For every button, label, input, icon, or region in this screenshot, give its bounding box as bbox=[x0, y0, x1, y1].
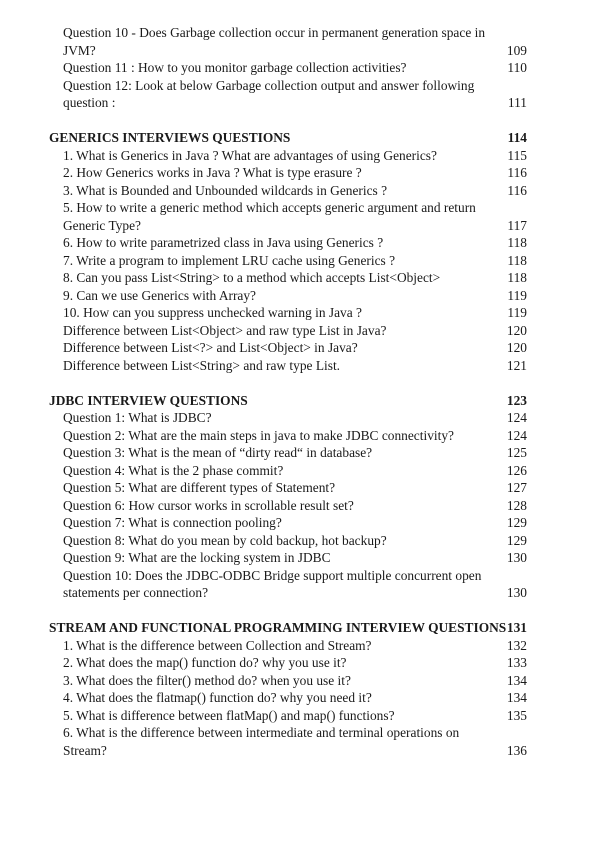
section-title: STREAM AND FUNCTIONAL PROGRAMMING INTERVIEW QUESTIONS bbox=[49, 620, 507, 635]
toc-section bbox=[49, 392, 527, 602]
entry-page-number: 129 bbox=[506, 532, 527, 548]
entry-text: Difference between List<String> and raw type List. bbox=[63, 357, 341, 373]
toc-entry[interactable] bbox=[49, 427, 527, 445]
entry-page-number: 130 bbox=[506, 585, 527, 600]
entry-text: statements per connection? bbox=[63, 585, 209, 600]
entry-text: 7. Write a program to implement LRU cache using Generics ? bbox=[63, 252, 396, 268]
toc-section bbox=[49, 24, 527, 112]
entry-text: Question 5: What are different types of Statement? bbox=[63, 480, 336, 495]
toc-entry[interactable] bbox=[49, 479, 527, 497]
toc-entry[interactable] bbox=[49, 287, 527, 305]
toc-entry[interactable] bbox=[49, 707, 527, 725]
entry-text: 3. What is Bounded and Unbounded wildcards in Generics ? bbox=[63, 182, 388, 198]
entry-text: Question 9: What are the locking system in JDBC bbox=[63, 550, 331, 565]
toc-entry[interactable] bbox=[49, 462, 527, 480]
section-page-number: 114 bbox=[507, 130, 527, 145]
entry-text: Question 6: How cursor works in scrollable result set? bbox=[63, 497, 354, 513]
entry-page-number: 128 bbox=[506, 497, 527, 513]
table-of-contents bbox=[49, 24, 527, 759]
toc-entry[interactable] bbox=[49, 497, 527, 515]
entry-text: Question 10: Does the JDBC-ODBC Bridge support multiple concurrent open bbox=[63, 567, 482, 583]
entry-text: Question 4: What is the 2 phase commit? bbox=[63, 462, 284, 478]
section-page-number: 123 bbox=[506, 392, 527, 408]
toc-entry[interactable] bbox=[49, 147, 527, 165]
toc-entry[interactable] bbox=[49, 339, 527, 357]
entry-page-number: 132 bbox=[506, 637, 527, 653]
section-heading[interactable] bbox=[49, 619, 527, 637]
toc-entry[interactable] bbox=[49, 164, 527, 182]
entry-text: 1. What is the difference between Collection and Stream? bbox=[63, 637, 372, 653]
toc-entry[interactable] bbox=[49, 269, 527, 287]
toc-entry[interactable] bbox=[49, 182, 527, 200]
entry-page-number: 109 bbox=[506, 42, 527, 58]
entry-text: JVM? bbox=[63, 42, 96, 58]
entry-text: question : bbox=[63, 95, 116, 110]
entry-text: 9. Can we use Generics with Array? bbox=[63, 287, 256, 303]
entry-page-number: 117 bbox=[507, 217, 527, 233]
entry-text: Question 3: What is the mean of “dirty read“ in database? bbox=[63, 445, 373, 460]
toc-entry[interactable] bbox=[49, 234, 527, 252]
entry-page-number: 119 bbox=[507, 305, 527, 320]
entry-text: Stream? bbox=[63, 742, 107, 758]
entry-page-number: 126 bbox=[506, 462, 527, 478]
entry-text: Question 7: What is connection pooling? bbox=[63, 515, 282, 530]
entry-text: 2. What does the map() function do? why you use it? bbox=[63, 655, 347, 670]
toc-section bbox=[49, 619, 527, 759]
toc-entry[interactable] bbox=[49, 252, 527, 270]
entry-text: Question 11 : How to you monitor garbage collection activities? bbox=[63, 60, 407, 75]
entry-page-number: 121 bbox=[506, 357, 527, 373]
entry-page-number: 111 bbox=[507, 95, 527, 110]
entry-page-number: 134 bbox=[506, 672, 527, 688]
toc-entry[interactable] bbox=[49, 672, 527, 690]
section-heading[interactable] bbox=[49, 129, 527, 147]
toc-entry[interactable] bbox=[49, 654, 527, 672]
section-title: GENERICS INTERVIEWS QUESTIONS bbox=[49, 130, 291, 145]
entry-page-number: 120 bbox=[506, 340, 527, 355]
entry-text: 5. How to write a generic method which accepts generic argument and return bbox=[63, 200, 476, 215]
entry-page-number: 118 bbox=[507, 235, 527, 250]
entry-page-number: 125 bbox=[506, 445, 527, 460]
entry-page-number: 118 bbox=[507, 270, 527, 285]
toc-entry[interactable] bbox=[49, 532, 527, 550]
toc-section bbox=[49, 129, 527, 374]
entry-text: Question 1: What is JDBC? bbox=[63, 410, 212, 425]
toc-entry[interactable] bbox=[49, 514, 527, 532]
entry-text: 6. What is the difference between intermediate and terminal operations on bbox=[63, 725, 460, 740]
toc-entry[interactable] bbox=[49, 322, 527, 340]
entry-page-number: 134 bbox=[506, 690, 527, 705]
toc-entry[interactable] bbox=[49, 549, 527, 567]
entry-text: Difference between List<Object> and raw type List in Java? bbox=[63, 322, 387, 338]
entry-page-number: 136 bbox=[506, 742, 527, 758]
entry-text: Question 2: What are the main steps in java to make JDBC connectivity? bbox=[63, 427, 454, 443]
toc-entry[interactable] bbox=[49, 724, 527, 759]
entry-page-number: 116 bbox=[507, 165, 527, 180]
toc-entry[interactable] bbox=[49, 689, 527, 707]
entry-page-number: 119 bbox=[507, 287, 527, 303]
entry-page-number: 120 bbox=[506, 322, 527, 338]
entry-page-number: 129 bbox=[506, 515, 527, 530]
entry-page-number: 124 bbox=[506, 427, 527, 443]
entry-text: Question 12: Look at below Garbage collection output and answer following bbox=[63, 77, 475, 93]
entry-text: 3. What does the filter() method do? when you use it? bbox=[63, 672, 351, 688]
toc-entry[interactable] bbox=[49, 304, 527, 322]
section-title: JDBC INTERVIEW QUESTIONS bbox=[49, 392, 248, 408]
entry-text: 10. How can you suppress unchecked warning in Java ? bbox=[63, 305, 362, 320]
entry-text: 1. What is Generics in Java ? What are advantages of using Generics? bbox=[63, 147, 437, 163]
toc-entry[interactable] bbox=[49, 567, 527, 602]
entry-page-number: 118 bbox=[507, 252, 527, 268]
entry-page-number: 124 bbox=[506, 410, 527, 425]
entry-text: 8. Can you pass List<String> to a method which accepts List<Object> bbox=[63, 270, 441, 285]
entry-text: Question 8: What do you mean by cold backup, hot backup? bbox=[63, 532, 387, 548]
entry-text: 2. How Generics works in Java ? What is type erasure ? bbox=[63, 165, 362, 180]
entry-page-number: 115 bbox=[507, 147, 527, 163]
toc-entry[interactable] bbox=[49, 444, 527, 462]
entry-text: 4. What does the flatmap() function do? why you need it? bbox=[63, 690, 372, 705]
entry-page-number: 135 bbox=[506, 707, 527, 723]
entry-page-number: 133 bbox=[506, 655, 527, 670]
entry-text: Question 10 - Does Garbage collection occur in permanent generation space in bbox=[63, 25, 486, 40]
entry-page-number: 116 bbox=[507, 182, 527, 198]
entry-page-number: 127 bbox=[506, 480, 527, 495]
entry-page-number: 110 bbox=[507, 60, 527, 75]
entry-text: 5. What is difference between flatMap() and map() functions? bbox=[63, 707, 395, 723]
entry-text: 6. How to write parametrized class in Java using Generics ? bbox=[63, 235, 384, 250]
toc-entry[interactable] bbox=[49, 637, 527, 655]
entry-text: Generic Type? bbox=[63, 217, 142, 233]
toc-entry[interactable] bbox=[49, 199, 527, 234]
toc-entry[interactable] bbox=[49, 409, 527, 427]
entry-page-number: 130 bbox=[506, 550, 527, 565]
toc-entry[interactable] bbox=[49, 24, 527, 59]
toc-entry[interactable] bbox=[49, 357, 527, 375]
toc-entry[interactable] bbox=[49, 59, 527, 77]
toc-entry[interactable] bbox=[49, 77, 527, 112]
section-page-number: 131 bbox=[506, 620, 527, 635]
entry-text: Difference between List<?> and List<Object> in Java? bbox=[63, 340, 358, 355]
section-heading[interactable] bbox=[49, 392, 527, 410]
